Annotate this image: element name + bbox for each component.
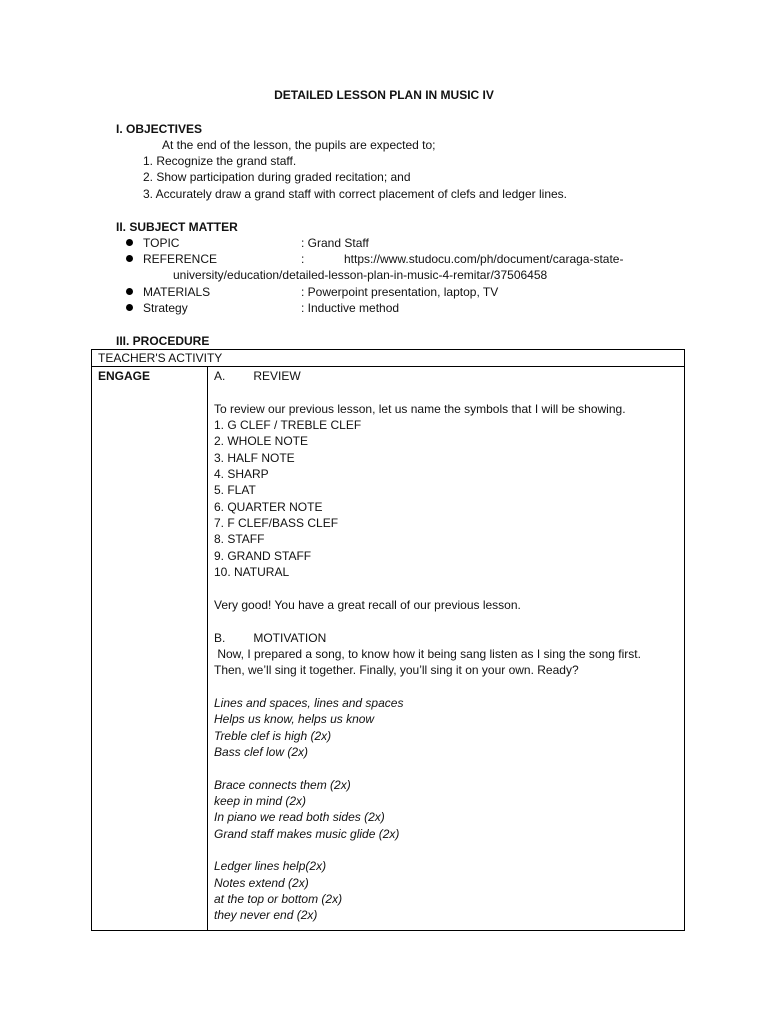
subject-value-reference-url-1: https://www.studocu.com/ph/document/caraga-state- bbox=[344, 252, 624, 266]
objective-item: 3. Accurately draw a grand staff with correct placement of clefs and ledger lines. bbox=[143, 187, 567, 201]
list-item: 9. GRAND STAFF bbox=[214, 548, 312, 563]
subject-matter-heading: II. SUBJECT MATTER bbox=[116, 220, 238, 234]
list-item: 3. HALF NOTE bbox=[214, 450, 295, 465]
list-item: 10. NATURAL bbox=[214, 565, 290, 580]
bullet-icon bbox=[126, 255, 133, 262]
subject-label-topic: TOPIC bbox=[143, 236, 180, 250]
objective-item: 1. Recognize the grand staff. bbox=[143, 154, 297, 168]
list-item: 4. SHARP bbox=[214, 467, 269, 482]
objectives-intro: At the end of the lesson, the pupils are expected to; bbox=[162, 138, 436, 152]
review-intro: To review our previous lesson, let us name the symbols that I will be showing. bbox=[214, 401, 626, 416]
motivation-letter: B. bbox=[214, 630, 226, 645]
subject-value-topic: : Grand Staff bbox=[301, 236, 369, 250]
review-label: REVIEW bbox=[253, 369, 301, 383]
song-line: In piano we read both sides (2x) bbox=[214, 810, 385, 825]
list-item: 5. FLAT bbox=[214, 483, 256, 498]
list-item: 8. STAFF bbox=[214, 532, 265, 547]
list-item: 6. QUARTER NOTE bbox=[214, 499, 323, 514]
song-line: Notes extend (2x) bbox=[214, 875, 309, 890]
song-line: keep in mind (2x) bbox=[214, 793, 307, 808]
subject-value-reference-colon: : bbox=[301, 252, 305, 266]
list-item: 2. WHOLE NOTE bbox=[214, 434, 309, 449]
subject-value-materials: : Powerpoint presentation, laptop, TV bbox=[301, 285, 499, 299]
song-line: Helps us know, helps us know bbox=[214, 712, 375, 727]
phase-cell: ENGAGE bbox=[92, 367, 208, 931]
motivation-label: MOTIVATION bbox=[253, 630, 327, 645]
objective-item: 2. Show participation during graded recitation; and bbox=[143, 170, 411, 184]
review-letter: A. bbox=[214, 369, 226, 383]
subject-value-reference-url-2: university/education/detailed-lesson-plan-in-music-4-remitar/37506458 bbox=[173, 268, 548, 282]
review-closing: Very good! You have a great recall of our previous lesson. bbox=[214, 597, 521, 612]
objectives-heading: I. OBJECTIVES bbox=[116, 122, 203, 136]
review-heading bbox=[214, 368, 684, 384]
motivation-line: Now, I prepared a song, to know how it being sang listen as I sing the song first. bbox=[214, 646, 641, 661]
table-header: TEACHER'S ACTIVITY bbox=[92, 350, 685, 367]
subject-value-strategy: : Inductive method bbox=[301, 301, 400, 315]
subject-label-strategy: Strategy bbox=[143, 301, 188, 315]
bullet-icon bbox=[126, 304, 133, 311]
song-line: Ledger lines help(2x) bbox=[214, 859, 327, 874]
song-line: at the top or bottom (2x) bbox=[214, 892, 343, 906]
song-line: Bass clef low (2x) bbox=[214, 744, 309, 759]
motivation-heading bbox=[214, 630, 684, 646]
procedure-table bbox=[91, 349, 685, 931]
bullet-icon bbox=[126, 239, 133, 246]
song-line: Treble clef is high (2x) bbox=[214, 728, 332, 743]
song-line: Lines and spaces, lines and spaces bbox=[214, 695, 404, 710]
list-item: 1. G CLEF / TREBLE CLEF bbox=[214, 418, 362, 433]
song-line: Brace connects them (2x) bbox=[214, 777, 351, 792]
subject-label-reference: REFERENCE bbox=[143, 252, 218, 266]
bullet-icon bbox=[126, 288, 133, 295]
subject-label-materials: MATERIALS bbox=[143, 285, 211, 299]
motivation-line: Then, we’ll sing it together. Finally, you’ll sing it on your own. Ready? bbox=[214, 663, 579, 678]
procedure-heading: III. PROCEDURE bbox=[116, 334, 210, 348]
song-line: they never end (2x) bbox=[214, 908, 318, 923]
song-line: Grand staff makes music glide (2x) bbox=[214, 826, 400, 841]
document-title: DETAILED LESSON PLAN IN MUSIC IV bbox=[274, 88, 494, 102]
activity-cell bbox=[208, 367, 685, 931]
list-item: 7. F CLEF/BASS CLEF bbox=[214, 516, 339, 531]
